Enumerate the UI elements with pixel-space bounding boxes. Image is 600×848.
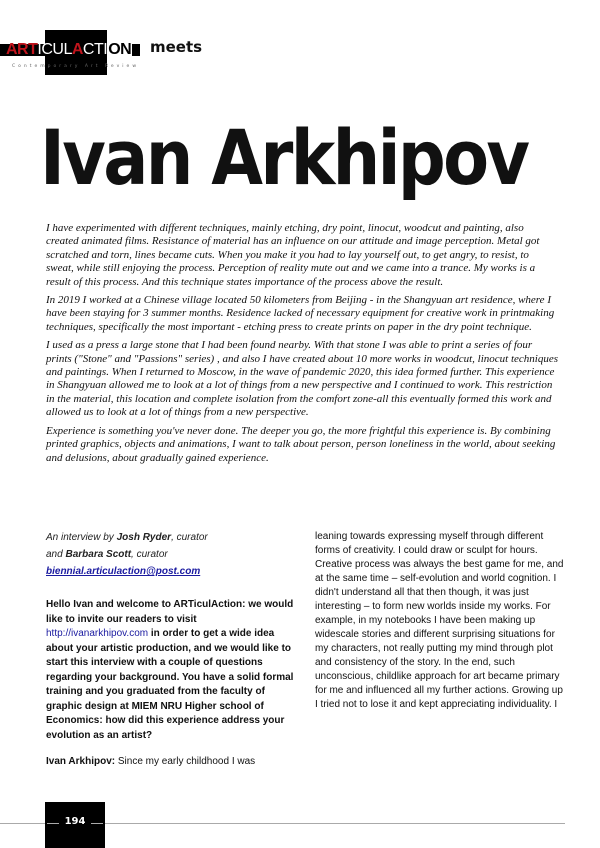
speaker-label: Ivan Arkhipov:	[46, 756, 116, 767]
statement-paragraph: I used as a press a large stone that I had been found nearby. With that stone I was able to print a series of four prints ("Stone" and "Passions" series) , and also I have created about 10 more works in woodcut, linocut techniques and paintings. When I returned to Moscow, in the wave of pandemic 2020, this idea formed further. This experience in Shangyuan allowed me to look at a lot of things from a new perspective and I continued to work. This restriction in the material, this location and complete isolation from the comfort zone-all this eventually formed this work and allowed us to look at a lot of things from a new perspective.	[46, 339, 558, 419]
logo-subtitle: Contemporary Art Review	[12, 64, 140, 69]
page-number: 194	[64, 816, 86, 827]
articulaction-logo: ARTICULACTION	[6, 41, 132, 58]
website-link[interactable]: http://ivanarkhipov.com	[46, 628, 149, 639]
statement-paragraph: In 2019 I worked at a Chinese village located 50 kilometers from Beijing - in the Shangyuan art residence, where I have been staying for 3 summer months. Residence lacked of necessary equipment for creative work in printmaking techniques, specifically the most important - etching press to create prints on paper in the dry point technique.	[46, 294, 555, 333]
meets-label: meets	[150, 38, 203, 56]
interviewer-name: Barbara Scott	[65, 549, 132, 560]
interview-credits: An interview by Josh Ryder, curator and Barbara Scott, curator biennial.articulaction@post.com	[46, 532, 208, 577]
email-link[interactable]: biennial.articulaction@post.com	[46, 566, 201, 577]
interview-answer: Ivan Arkhipov: Since my early childhood I was	[46, 756, 256, 767]
statement-paragraph: I have experimented with different techniques, mainly etching, dry point, linocut, woodcut and painting, also created animated films. Resistance of material has an influence on our attitude and image perception. Metal got scratched and torn, lines became cuts. When you make it you had to lay yourself out, to get angry, to resist, to sweat, while still enjoying the process. Perception of reality mute out and we came into a trance. My works is a result of this process. And this technique states importance of the process above the result.	[46, 222, 540, 288]
artist-statement	[46, 222, 558, 470]
page-title: Ivan Arkhipov	[40, 113, 528, 202]
statement-paragraph: Experience is something you've never done. The deeper you go, the more frightful this experience is. By combining printed graphics, objects and animations, I want to talk about person, person loneliness in the world, about seeking and delusions, about gradually gained experience.	[46, 424, 556, 464]
left-column	[46, 529, 300, 770]
interview-question: Hello Ivan and welcome to ARTiculAction: we would like to invite our readers to visit http://ivanarkhipov.com in order to get a wide idea about your artistic production, and we would like to start this interview with a couple of questions regarding your background. You have a solid formal training and you graduated from the faculty of graphic design at MIEM NRU Higher school of Economics: how did this experience address your evolution as an artist?	[46, 599, 294, 741]
interviewer-name: Josh Ryder	[116, 532, 172, 543]
right-column: leaning towards expressing myself through different forms of creativity. I could draw or sculpt for hours. Creative process was always the best game for me, and at the same time – self-evolution and world cognition. I didn't understand all that then though, it was just interesting – to form new worlds inside my works. For example, in my notebooks I have been making up widescale stories and different surprising situations for my characters, not really putting my mind through plot and consistency of the story. In the end, such unconscious, childlike approach for art became primary for me and influenced all my further actions. Growing up I tried not to lose it and kept appreciating individuality. I	[315, 531, 564, 710]
